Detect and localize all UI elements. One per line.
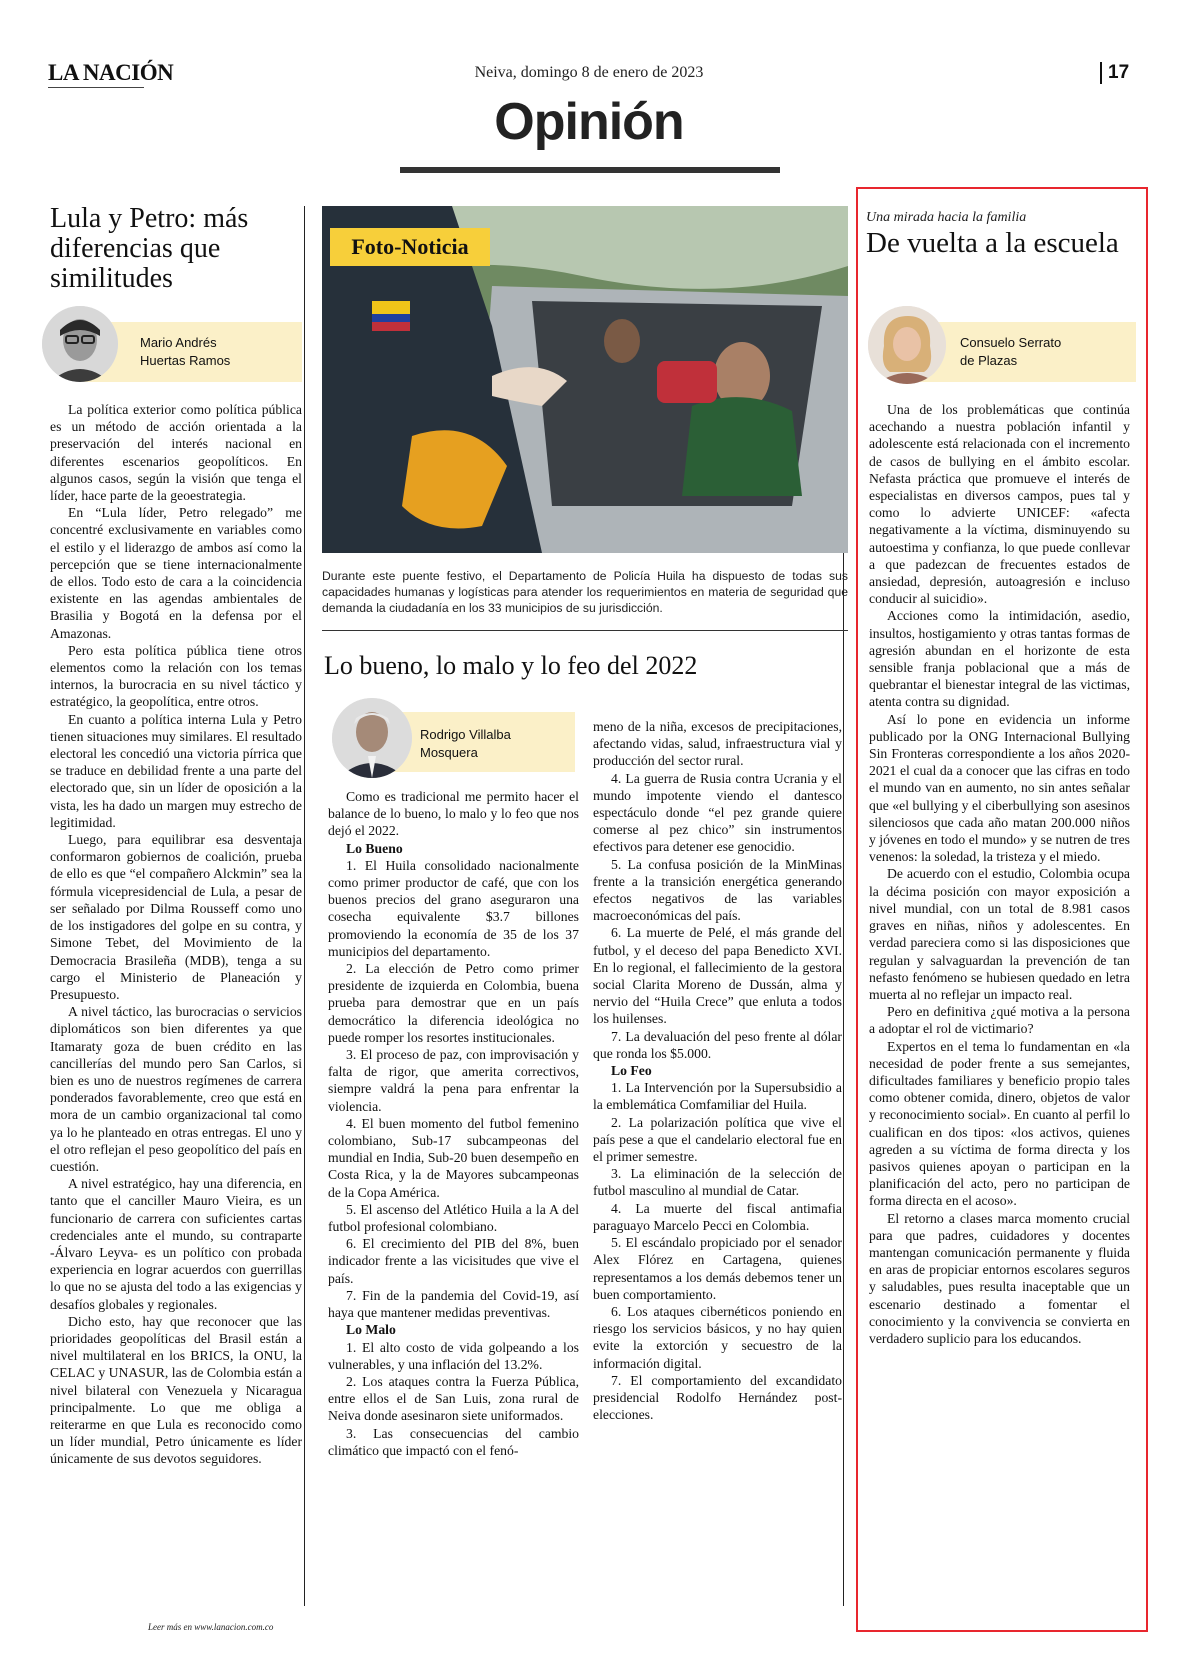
paragraph: Expertos en el tema lo fundamentan en «la necesidad de poder frente a sus semejantes, dificultades familiares y beneficio propio tales como obtener comida, dinero, objetos de valor y reconocimiento social». En cuanto al perfil lo cualifican en dos tipos: «los activos, quienes agreden a su víctima de forma directa y los pasivos quienes apoyan o participan en la planificación del acto, pero no participan de forma directa en el acoso». bbox=[869, 1038, 1130, 1209]
left-article-headline: Lula y Petro: más diferencias que similitudes bbox=[50, 203, 249, 295]
paragraph: Dicho esto, hay que reconocer que las prioridades geopolíticas del Brasil están a nivel multilateral en los BRICS, la ONU, la CELAC y UNASUR, las de Colombia están a nivel bilateral con Venezuela y Nicaragua principalmente. Lo que me obliga a reiterarme en que Lula es reconocido como un líder mundial, Petro únicamente es líder únicamente de sus devotos seguidores. bbox=[50, 1313, 302, 1467]
list-item: 6. La muerte de Pelé, el más grande del futbol, y el deceso del papa Benedicto XVI. En lo regional, el fallecimiento de la gestora social Clarita Moreno de Dussán, alma y nervio del “Huila Crece” que enluta a todos los huilenses. bbox=[593, 925, 842, 1027]
list-item: 2. La polarización política que vive el país pese a que el candelario electoral fue en el primer semestre. bbox=[593, 1114, 842, 1165]
subsection-heading: Lo Feo bbox=[611, 1063, 652, 1079]
paragraph: A nivel estratégico, hay una diferencia, en tanto que el canciller Mauro Vieira, es un funcionario de carrera con suficientes cartas credenciales ante el mundo, su contraparte -Álvaro Leyva- es un político con probada experiencia en lograr acuerdos con guerrillas lo que no se ajusta del todo a las exigencias y desafíos globales y regionales. bbox=[50, 1176, 302, 1312]
paragraph: Luego, para equilibrar esa desventaja conformaron gobiernos de coalición, prueba de ello es que “el compañero Alckmin” sea la fórmula vicepresidencial de Lula, a pesar de ser señalado por Dilma Rousseff como uno de los instigadores del golpe en su contra, y Simone Tebet, del Movimiento de la Democracia Brasileña (MDB), tenga a su cargo el Ministerio de Planeación y Presupuesto. bbox=[50, 832, 302, 1002]
paragraph: Pero en definitiva ¿qué motiva a la persona a adoptar el rol de victimario? bbox=[869, 1004, 1130, 1037]
list-item: 3. El proceso de paz, con improvisación y falta de rigor, que amerita correctivos, siempre valdrá la pena para enfrentar la violencia. bbox=[328, 1047, 579, 1114]
list-item: 1. El alto costo de vida golpeando a los vulnerables, y una inflación del 13.2%. bbox=[328, 1339, 579, 1372]
column-divider bbox=[304, 206, 305, 1606]
paragraph: De acuerdo con el estudio, Colombia ocupa la décima posición con mayor exposición a nivel mundial, con un total de 8.981 casos graves en niñas, niños y adolescentes. En verdad pareciera como si las disposiciones que regulan y salvaguardan la prevención de tan nefasto fenómeno se hubiesen quedado en letra muerta al no reflejar un impacto real. bbox=[869, 866, 1130, 1002]
list-item: 6. El crecimiento del PIB del 8%, buen indicador frente a las vicisitudes que vive el país. bbox=[328, 1236, 579, 1286]
paragraph: Así lo pone en evidencia un informe publicado por la ONG Internacional Bullying Sin Fronteras correspondiente a los años 2020-2021 el cual da a conocer que las cifras en todo el mundo van en aumento, no sin antes señalar que «el bullying y el ciberbullying son asesinos silenciosos que cada año matan 200.000 niños y jóvenes en todo el mundo» y se nutren de tres venenos: la soledad, la tristeza y el miedo. bbox=[869, 711, 1130, 865]
list-item: 4. La guerra de Rusia contra Ucrania y el mundo impotente viendo el dantesco espectáculo donde “el pez grande quiere comerse al pez chico” sin instrumentos efectivos para detener ese genocidio. bbox=[593, 770, 842, 855]
paragraph: El retorno a clases marca momento crucial para que padres, cuidadores y docentes mantengan comunicación permanente y fluida en aras de propiciar entornos escolares seguros y saludables, pues resulta inaceptable que un escenario destinado a fomentar el conocimiento y la convivencia se convierta en verdadero suplicio para los educandos. bbox=[869, 1210, 1130, 1346]
subsection-heading: Lo Bueno bbox=[346, 840, 403, 856]
list-item: 6. Los ataques cibernéticos poniendo en riesgo los servicios básicos, y no hay quien evite la extorción y secuestro de la información digital. bbox=[593, 1303, 842, 1371]
photo-news-tag: Foto-Noticia bbox=[330, 228, 490, 266]
list-item: 7. La devaluación del peso frente al dólar que ronda los $5.000. bbox=[593, 1028, 842, 1061]
list-item: 2. La elección de Petro como primer presidente de izquierda en Colombia, buena prueba para demostrar que en un país democrático la diferencia ideológica no puede romper los resortes institucionales. bbox=[328, 961, 579, 1045]
list-item: 5. El escándalo propiciado por el senador Alex Flórez en Cartagena, quienes representamos a los demás debemos tener un buen comportamiento. bbox=[593, 1235, 842, 1302]
list-item: Como es tradicional me permito hacer el balance de lo bueno, lo malo y lo feo que nos dejó el 2022. bbox=[328, 789, 579, 839]
list-item: 3. Las consecuencias del cambio climático que impactó con el fenó- bbox=[328, 1425, 579, 1458]
list-item: 7. El comportamiento del excandidato presidencial Rodolfo Hernández post-elecciones. bbox=[593, 1372, 842, 1423]
left-author-avatar bbox=[42, 306, 118, 382]
center-article-column-2 bbox=[593, 718, 842, 1423]
list-item: 1. La Intervención por la Supersubsidio a la emblemática Comfamiliar del Huila. bbox=[593, 1080, 842, 1113]
list-item: 4. La muerte del fiscal antimafia paraguayo Marcelo Pecci en Colombia. bbox=[593, 1200, 842, 1233]
list-item: 5. El ascenso del Atlético Huila a la A del futbol profesional colombiano. bbox=[328, 1201, 579, 1235]
page-number: 17 bbox=[1100, 62, 1129, 84]
newspaper-logo: LA NACIÓN bbox=[48, 60, 173, 88]
left-author-name: Mario Andrés Huertas Ramos bbox=[140, 335, 231, 368]
section-title: Opinión bbox=[494, 93, 684, 151]
right-article-kicker: Una mirada hacia la familia bbox=[866, 210, 1027, 225]
left-article-body bbox=[50, 401, 302, 1468]
subsection-heading: Lo Malo bbox=[346, 1322, 396, 1338]
center-article-column-1 bbox=[328, 788, 579, 1459]
list-item: 2. Los ataques contra la Fuerza Pública, entre ellos el de San Luis, zona rural de Neiva donde asesinaron siete uniformados. bbox=[328, 1373, 579, 1424]
center-article-headline: Lo bueno, lo malo y lo feo del 2022 bbox=[324, 651, 698, 680]
list-item: 4. El buen momento del futbol femenino colombiano, Sub-17 subcampeonas del mundial en India, Sub-20 buen desempeño en Costa Rica, y la de Mayores subcampeonas de la Copa América. bbox=[328, 1115, 579, 1200]
list-item: 7. Fin de la pandemia del Covid-19, así haya que mantener medidas preventivas. bbox=[328, 1287, 579, 1321]
list-item: 3. La eliminación de la selección de futbol masculino al mundial de Catar. bbox=[593, 1166, 842, 1199]
list-item: 1. El Huila consolidado nacionalmente como primer productor de café, que con los buenos precios del grano aseguraron una cosecha equivalente $3.7 billones promoviendo la economía de 35 de los 37 municipios del departamento. bbox=[328, 857, 579, 959]
section-divider bbox=[400, 167, 780, 173]
paragraph: Una de los problemáticas que continúa acechando a nuestra población infantil y adolescente está relacionada con el incremento de casos de bullying en el ámbito escolar. Nefasta práctica que promueve el interés de especialistas en diversos campos, pues tal y como lo advierte UNICEF: «afecta negativamente a la víctima, disminuyendo su autoestima y confianza, lo que puede conllevar a que padezcan de frecuentes estados de ansiedad, depresión, autoagresión e incluso conducir al suicidio». bbox=[869, 402, 1130, 607]
paragraph: A nivel táctico, las burocracias o servicios diplomáticos son bien diferentes ya que Itamaraty goza de buen crédito en las cancillerías del mundo pero San Carlos, si bien es uno de nuestros regímenes de carrera ponderados favorablemente, creo que está en mora de un cambio organizacional tal como ya lo he planteado en otras entregas. El uno y el otro reflejan el peso geopolítico del país en cuestión. bbox=[50, 1004, 302, 1174]
center-author-avatar bbox=[332, 698, 412, 778]
right-author-avatar bbox=[868, 306, 946, 384]
center-author-name: Rodrigo Villalba Mosquera bbox=[420, 727, 511, 760]
paragraph: En “Lula líder, Petro relegado” me concentré exclusivamente en variables como el estilo y el liderazgo de ambos así como la percepción que se tiene internacionalmente de ellos. Todo esto de cara a la coincidencia existente en las agendas ambientales de Brasilia y Bogotá en la defensa por el Amazonas. bbox=[50, 505, 302, 641]
paragraph: Pero esta política pública tiene otros elementos como la relación con los temas internos, la burocracia en su nivel táctico y estratégico, la geopolítica, entre otros. bbox=[50, 642, 302, 710]
list-item: 5. La confusa posición de la MinMinas frente a la transición energética generando efectos negativos de las variables macroeconómicas del país. bbox=[593, 856, 842, 924]
paragraph: La política exterior como política pública es un método de acción orientada a la preservación del interés nacional en diferentes escenarios geopolíticos. En algunos casos, según la visión que tenga el líder, hace parte de la geoestrategia. bbox=[50, 402, 302, 504]
right-author-name: Consuelo Serrato de Plazas bbox=[960, 335, 1062, 368]
list-item: meno de la niña, excesos de precipitaciones, afectando vidas, salud, infraestructura vial y producción del sector rural. bbox=[593, 719, 842, 769]
paragraph: Acciones como la intimidación, asedio, insultos, hostigamiento y otras tantas formas de agresión abundan en el horizonte de esta sensible franja poblacional que a más de quebrantar el bienestar integral de las victimas, atenta contra su dignidad. bbox=[869, 608, 1130, 710]
photo-caption: Durante este puente festivo, el Departamento de Policía Huila ha dispuesto de todas sus capacidades humanas y logísticas para atender los requerimientos en materia de seguridad que demanda la ciudadanía en los 33 municipios de su jurisdicción. bbox=[322, 569, 848, 615]
right-article-body bbox=[869, 401, 1130, 1347]
read-more-link[interactable]: Leer más en www.lanacion.com.co bbox=[148, 1622, 274, 1632]
right-article-headline: De vuelta a la escuela bbox=[866, 227, 1119, 259]
paragraph: En cuanto a política interna Lula y Petro tienen situaciones muy similares. El resultado electoral les concedió una victoria pírrica que se traduce en debilidad frente a una parte del electorado que, sin un líder de oposición a la vista, les ha dado un margen muy estrecho de legitimidad. bbox=[50, 711, 302, 830]
edition-date: Neiva, domingo 8 de enero de 2023 bbox=[474, 64, 704, 81]
caption-divider bbox=[322, 630, 848, 631]
